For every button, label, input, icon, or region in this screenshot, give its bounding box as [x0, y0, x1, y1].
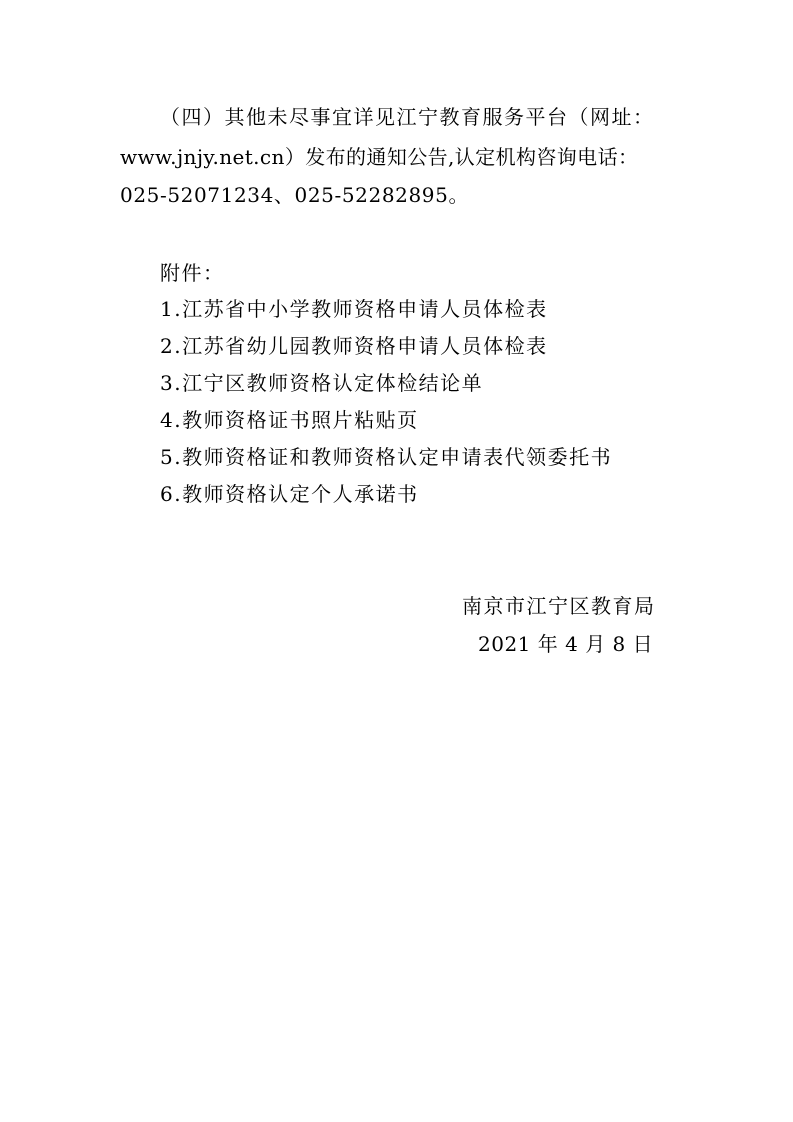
attachment-item-5: 5.教师资格证和教师资格认定申请表代领委托书	[160, 445, 613, 469]
paragraph-line-3: 025-52071234、025-52282895。	[120, 183, 470, 207]
attachment-item-1: 1.江苏省中小学教师资格申请人员体检表	[160, 297, 548, 321]
attachment-item-3: 3.江宁区教师资格认定体检结论单	[160, 371, 484, 395]
signature-date: 2021 年 4 月 8 日	[478, 632, 654, 656]
attachment-item-2: 2.江苏省幼儿园教师资格申请人员体检表	[160, 334, 548, 358]
paragraph-line-2: www.jnjy.net.cn）发布的通知公告,认定机构咨询电话：	[120, 145, 639, 169]
paragraph-line-1: （四）其他未尽事宜详见江宁教育服务平台（网址：	[160, 105, 655, 129]
signature-organization: 南京市江宁区教育局	[462, 594, 656, 618]
attachment-item-6: 6.教师资格认定个人承诺书	[160, 482, 419, 506]
attachments-heading: 附件：	[160, 261, 225, 285]
attachment-item-4: 4.教师资格证书照片粘贴页	[160, 408, 419, 432]
